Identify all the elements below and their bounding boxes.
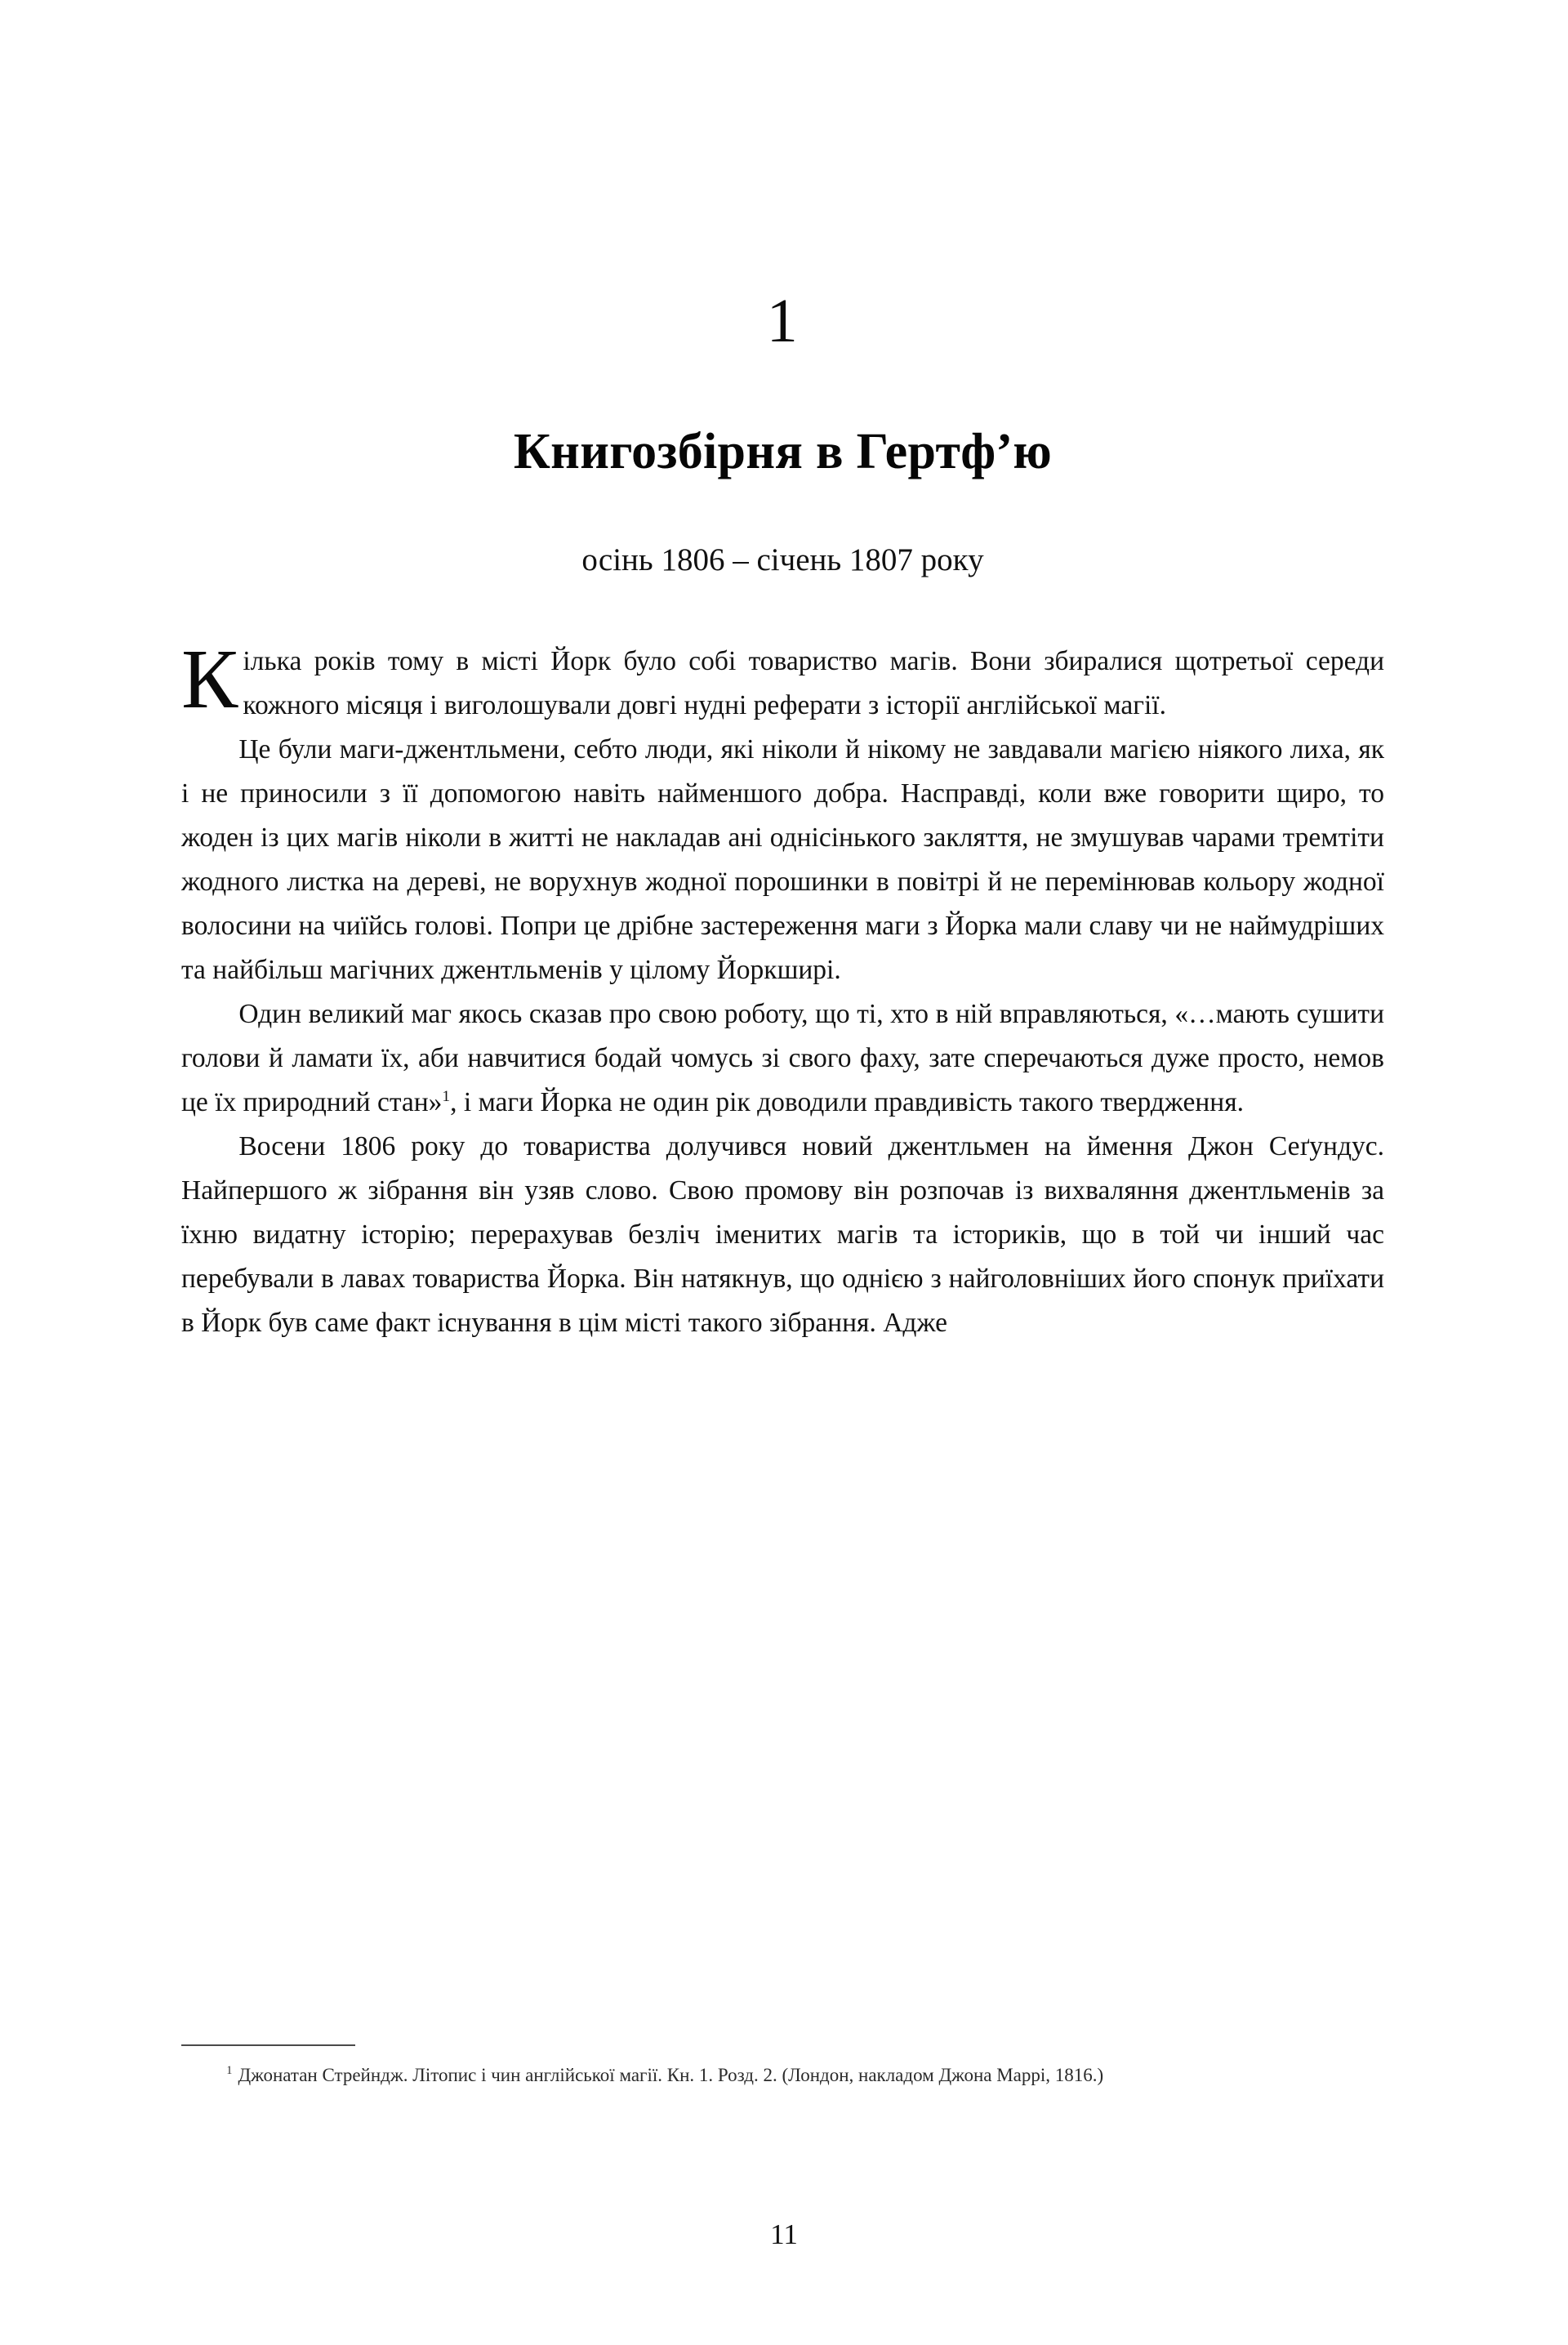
paragraph-1 — [181, 631, 1384, 728]
footnote-entry — [181, 2060, 1384, 2091]
paragraph-3 — [181, 992, 1384, 1125]
page-content-block — [181, 0, 1384, 1345]
paragraph-2-text: Це були маги-джентльмени, себто люди, які ніколи й нікому не завдавали магією ніякого лиха, як і не приносили з її допомогою навіть найменшого добра. Насправді, коли вже говорити щиро, то жоден із цих магів ніколи в житті не накладав ані однісінького закляття, не змушував чарами тремтіти жодного листка на дереві, не ворухнув жодної порошинки в повітрі й не перемінював кольору жодної волосини на чиїйсь голові. Попри це дрібне застереження маги з Йорка мали славу чи не наймудріших та найбільш магічних джентльменів у цілому Йоркширі. — [181, 733, 1384, 985]
paragraph-3-text-after-footnote: , і маги Йорка не один рік доводили правдивість такого твердження. — [450, 1086, 1245, 1117]
footnote-reference-marker[interactable]: 1 — [442, 1087, 451, 1105]
chapter-number: 1 — [766, 287, 800, 355]
footnote-number: 1 — [226, 2064, 233, 2078]
drop-cap: К — [181, 631, 238, 726]
paragraph-4 — [181, 1125, 1384, 1345]
paragraph-4-text: Восени 1806 року до товариства долучився новий джентльмен на ймення Джон Сеґундус. Найпершого ж зібрання він узяв слово. Свою промову він розпочав із вихваляння джентльменів за їхню видатну історію; перерахував безліч іменитих магів та істориків, що в той чи інший час перебували в лавах товариства Йорка. Він натякнув, що однією з найголовніших його спонук приїхати в Йорк був саме факт існування в цім місті такого зібрання. Адже — [181, 1130, 1384, 1338]
chapter-date-range: осінь 1806 – січень 1807 року — [581, 542, 984, 578]
paragraph-3-text-before-footnote: Один великий маг якось сказав про свою роботу, що ті, хто в ній вправляються, «…мають сушити голови й ламати їх, аби навчитися бодай чомусь зі свого фаху, зате сперечаються дуже просто, немов це їх природний стан» — [181, 998, 1384, 1117]
body-text — [181, 631, 1384, 1345]
page-number-folio: 11 — [770, 2218, 798, 2250]
footnote-separator-rule — [181, 2044, 355, 2046]
paragraph-1-text: ілька років тому в місті Йорк було собі товариство магів. Вони збиралися щотретьої середи кожного місяця і виголошували довгі нудні реферати з історії англійської магії. — [243, 645, 1384, 720]
footnote-citation-text: Джонатан Стрейндж. Літопис і чин англійської магії. Кн. 1. Розд. 2. (Лондон, накладом Джона Маррі, 1816.) — [238, 2065, 1104, 2085]
chapter-title: Книгозбірня в Гертф’ю — [513, 424, 1053, 479]
paragraph-2 — [181, 728, 1384, 992]
footnote-area — [181, 2044, 1384, 2091]
